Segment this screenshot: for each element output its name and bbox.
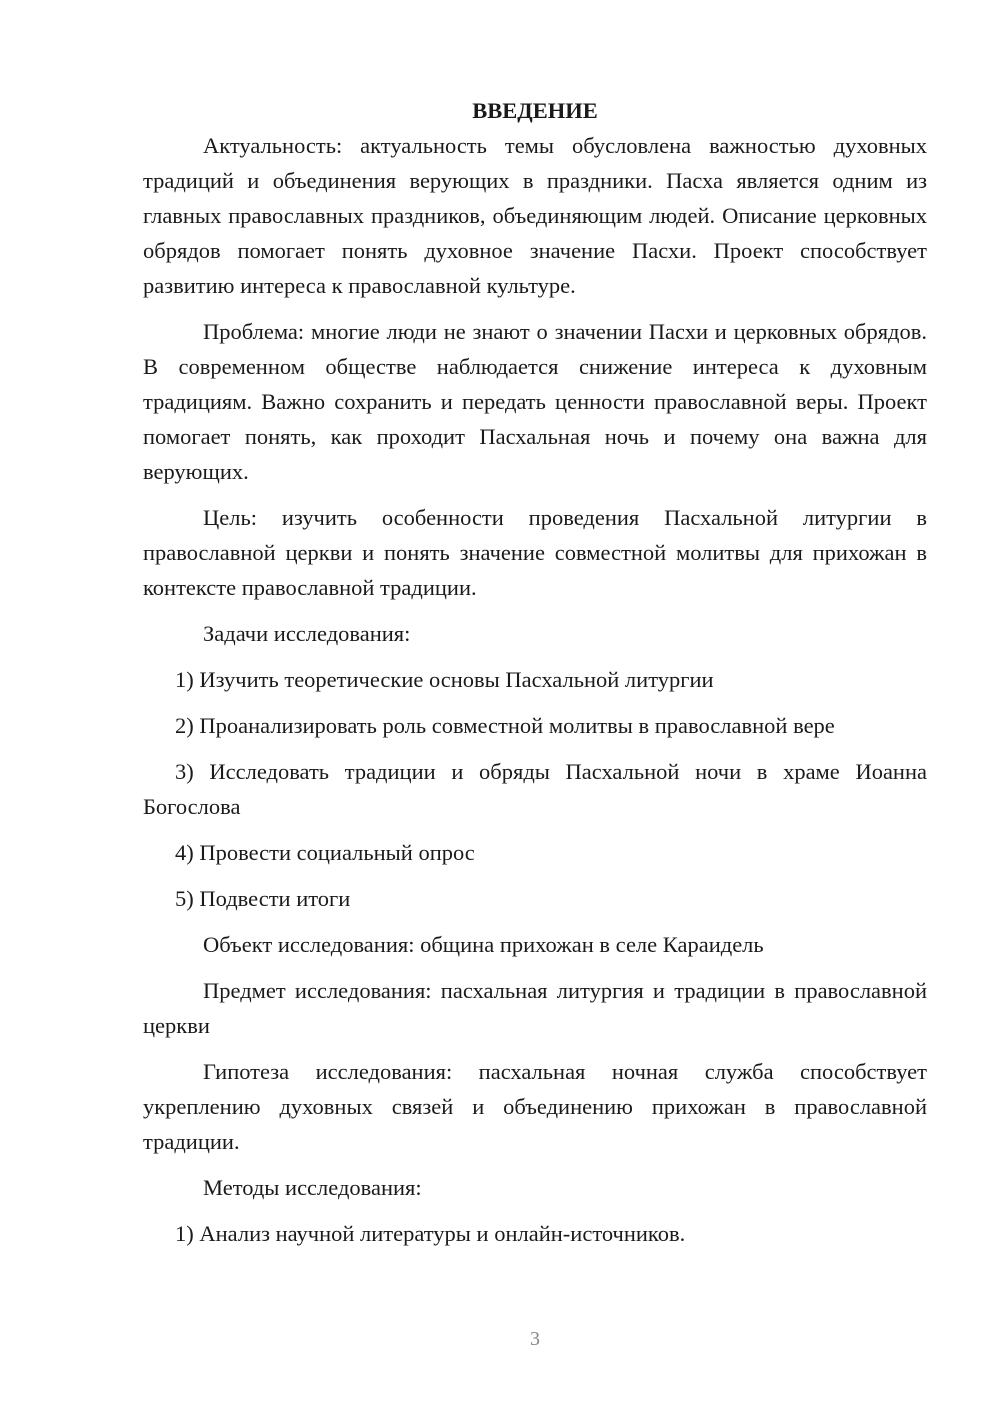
paragraph-subject: Предмет исследования: пасхальная литургия и традиции в православной церкви [143, 978, 927, 1038]
task-item-5: 5) Подвести итоги [175, 886, 351, 911]
paragraph-relevance: Актуальность: актуальность темы обусловлена важностью духовных традиций и объединения верующих в праздники. Пасха является одним из главных православных праздников, объединяющим людей. Описание церковных обрядов помогает понять духовное значение Пасхи. Проект способствует развитию интереса к православной культуре. [143, 133, 927, 298]
paragraph-problem: Проблема: многие люди не знают о значении Пасхи и церковных обрядов. В современном обществе наблюдается снижение интереса к духовным традициям. Важно сохранить и передать ценности православной веры. Проект помогает понять, как проходит Пасхальная ночь и почему она важна для верующих. [143, 319, 927, 484]
task-item-3: 3) Исследовать традиции и обряды Пасхальной ночи в храме Иоанна Богослова [143, 759, 927, 819]
paragraph-hypothesis: Гипотеза исследования: пасхальная ночная служба способствует укреплению духовных связей и объединению прихожан в православной традиции. [143, 1059, 927, 1154]
paragraph-object: Объект исследования: община прихожан в селе Караидель [203, 932, 764, 957]
task-item-2: 2) Проанализировать роль совместной молитвы в православной вере [175, 713, 835, 738]
paragraph-goal: Цель: изучить особенности проведения Пасхальной литургии в православной церкви и понять значение совместной молитвы для прихожан в контексте православной традиции. [143, 505, 927, 600]
tasks-heading: Задачи исследования: [203, 621, 411, 646]
methods-heading: Методы исследования: [203, 1175, 422, 1200]
method-item-1: 1) Анализ научной литературы и онлайн-источников. [175, 1221, 686, 1246]
task-item-1: 1) Изучить теоретические основы Пасхальной литургии [175, 667, 714, 692]
page-number: 3 [530, 1328, 540, 1350]
page-content [143, 93, 927, 1262]
task-item-4: 4) Провести социальный опрос [175, 840, 475, 865]
section-title: ВВЕДЕНИЕ [472, 98, 598, 123]
